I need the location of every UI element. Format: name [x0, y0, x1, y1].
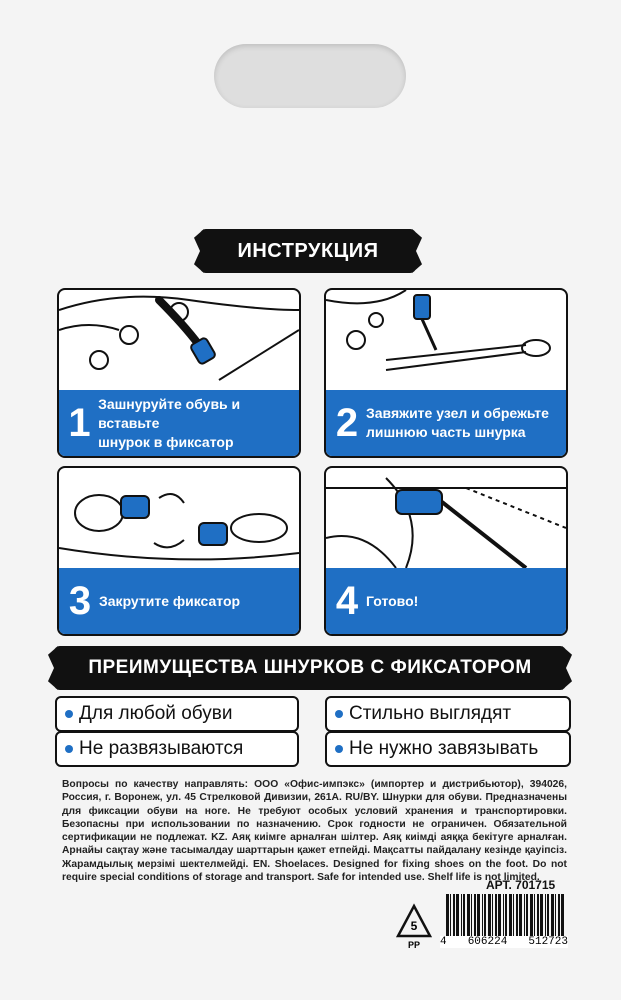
- barcode-bar: [484, 894, 486, 936]
- barcode-bar: [558, 894, 560, 936]
- bullet-icon: [65, 710, 73, 718]
- barcode-bar: [463, 894, 465, 936]
- legal-fine-print: Вопросы по качеству направлять: ООО «Офис-импэкс» (импортер и дистрибьютор), 394026, Россия, г. Воронеж, ул. 45 Стрелковой Дивизии, 261А. RU/BY. Шнурки для обуви. Предназначены для фиксации обуви на ноге. Не требуют особых условий хранения и транспортировки. Безопасны при использовании по назначению. Срок годности не ограничен. Обязательной сертификации не подлежат. KZ. Аяқ киімге арналған шілтер. Аяқ киімді аяққа бекітуге арналған. Арнайы сақтау және тасымалдау шарттарын қажет етпейді. Мақсатты пайдалану кезінде қауіпсіз. Жарамдылық мерзімі шектелмейді. EN. Shoelaces. Designed for fixing shoes on the foot. Do not require special conditions of storage and transport. Safe for intended use. Shelf life is not limited.: [62, 779, 567, 884]
- step-text-line-1: Зашнуруйте обувь и вставьте: [98, 395, 241, 431]
- barcode-bar: [453, 894, 455, 936]
- barcode-bar: [488, 894, 491, 936]
- benefits-title: ПРЕИМУЩЕСТВА ШНУРКОВ С ФИКСАТОРОМ: [54, 646, 566, 690]
- bullet-icon: [335, 710, 343, 718]
- hang-hole: [214, 44, 406, 108]
- barcode-bar: [547, 894, 549, 936]
- step-number: 3: [68, 578, 92, 623]
- step-text: [366, 404, 549, 442]
- step-text: [98, 395, 299, 452]
- step-band-2: [326, 390, 566, 456]
- barcode-bar: [513, 894, 514, 936]
- recycle-number: 5: [410, 919, 418, 933]
- benefit-text: Стильно выглядят: [349, 703, 512, 724]
- benefit-item: [55, 731, 299, 767]
- barcode-bar: [519, 894, 522, 936]
- benefit-item: [55, 696, 299, 732]
- step-panel-1: [57, 288, 301, 458]
- barcode-bar: [492, 894, 493, 936]
- instruction-title: ИНСТРУКЦИЯ: [200, 229, 416, 273]
- barcode-bar: [456, 894, 459, 936]
- barcode-bar: [530, 894, 533, 936]
- barcode-bar: [495, 894, 497, 936]
- step-3-illustration: [59, 468, 299, 568]
- bullet-icon: [335, 745, 343, 753]
- barcode-bar: [474, 894, 476, 936]
- barcode-bar: [561, 894, 564, 936]
- step-panel-3: [57, 466, 301, 636]
- barcode-bar: [540, 894, 543, 936]
- article-number: АРТ. 701715: [486, 878, 556, 892]
- step-text-line-1: Закрутите фиксатор: [99, 592, 241, 609]
- barcode-bar: [467, 894, 470, 936]
- step-band-4: [326, 568, 566, 634]
- barcode-bar: [509, 894, 512, 936]
- barcode-bar: [555, 894, 556, 936]
- barcode-bar: [551, 894, 554, 936]
- step-text: [99, 592, 240, 611]
- bullet-icon: [65, 745, 73, 753]
- barcode-bar: [534, 894, 535, 936]
- step-4-illustration: [326, 468, 566, 568]
- barcode-bar: [482, 894, 483, 936]
- barcode-bar: [524, 894, 525, 936]
- barcode-number: [440, 936, 568, 948]
- barcode-bar: [516, 894, 518, 936]
- benefit-text: Не нужно завязывать: [349, 738, 539, 759]
- step-text: [366, 592, 418, 611]
- step-panel-2: [324, 288, 568, 458]
- benefit-item: [325, 731, 571, 767]
- barcode-bar: [545, 894, 546, 936]
- barcode-bar: [446, 894, 449, 936]
- barcode-bar: [461, 894, 462, 936]
- barcode-digit-group: 512723: [528, 936, 568, 948]
- step-band-1: [59, 390, 299, 456]
- step-panel-4: [324, 466, 568, 636]
- step-number: 1: [68, 400, 91, 445]
- benefit-text: Для любой обуви: [79, 703, 233, 724]
- benefit-text: Не развязываются: [79, 738, 244, 759]
- recycle-code: PP: [407, 940, 421, 950]
- step-text-line-1: Завяжите узел и обрежьте: [366, 405, 549, 421]
- barcode-digit-group: 606224: [467, 936, 508, 948]
- barcode-bar: [537, 894, 539, 936]
- step-number: 2: [335, 400, 359, 445]
- barcode-bar: [498, 894, 501, 936]
- barcode-bar: [450, 894, 451, 936]
- benefit-item: [325, 696, 571, 732]
- step-text-line-1: Готово!: [366, 592, 419, 609]
- step-2-illustration: [326, 290, 566, 390]
- barcode-digit-group: 4: [440, 936, 447, 948]
- step-band-3: [59, 568, 299, 634]
- barcode-bar: [471, 894, 472, 936]
- step-text-line-2: шнурок в фиксатор: [98, 433, 234, 450]
- barcode-bar: [526, 894, 528, 936]
- barcode-bar: [505, 894, 507, 936]
- recycle-icon: [392, 902, 436, 952]
- step-1-illustration: [59, 290, 299, 390]
- barcode-bar: [503, 894, 504, 936]
- barcode-bar: [477, 894, 480, 936]
- step-number: 4: [335, 578, 359, 623]
- step-text-line-2: лишнюю часть шнурка: [366, 424, 526, 440]
